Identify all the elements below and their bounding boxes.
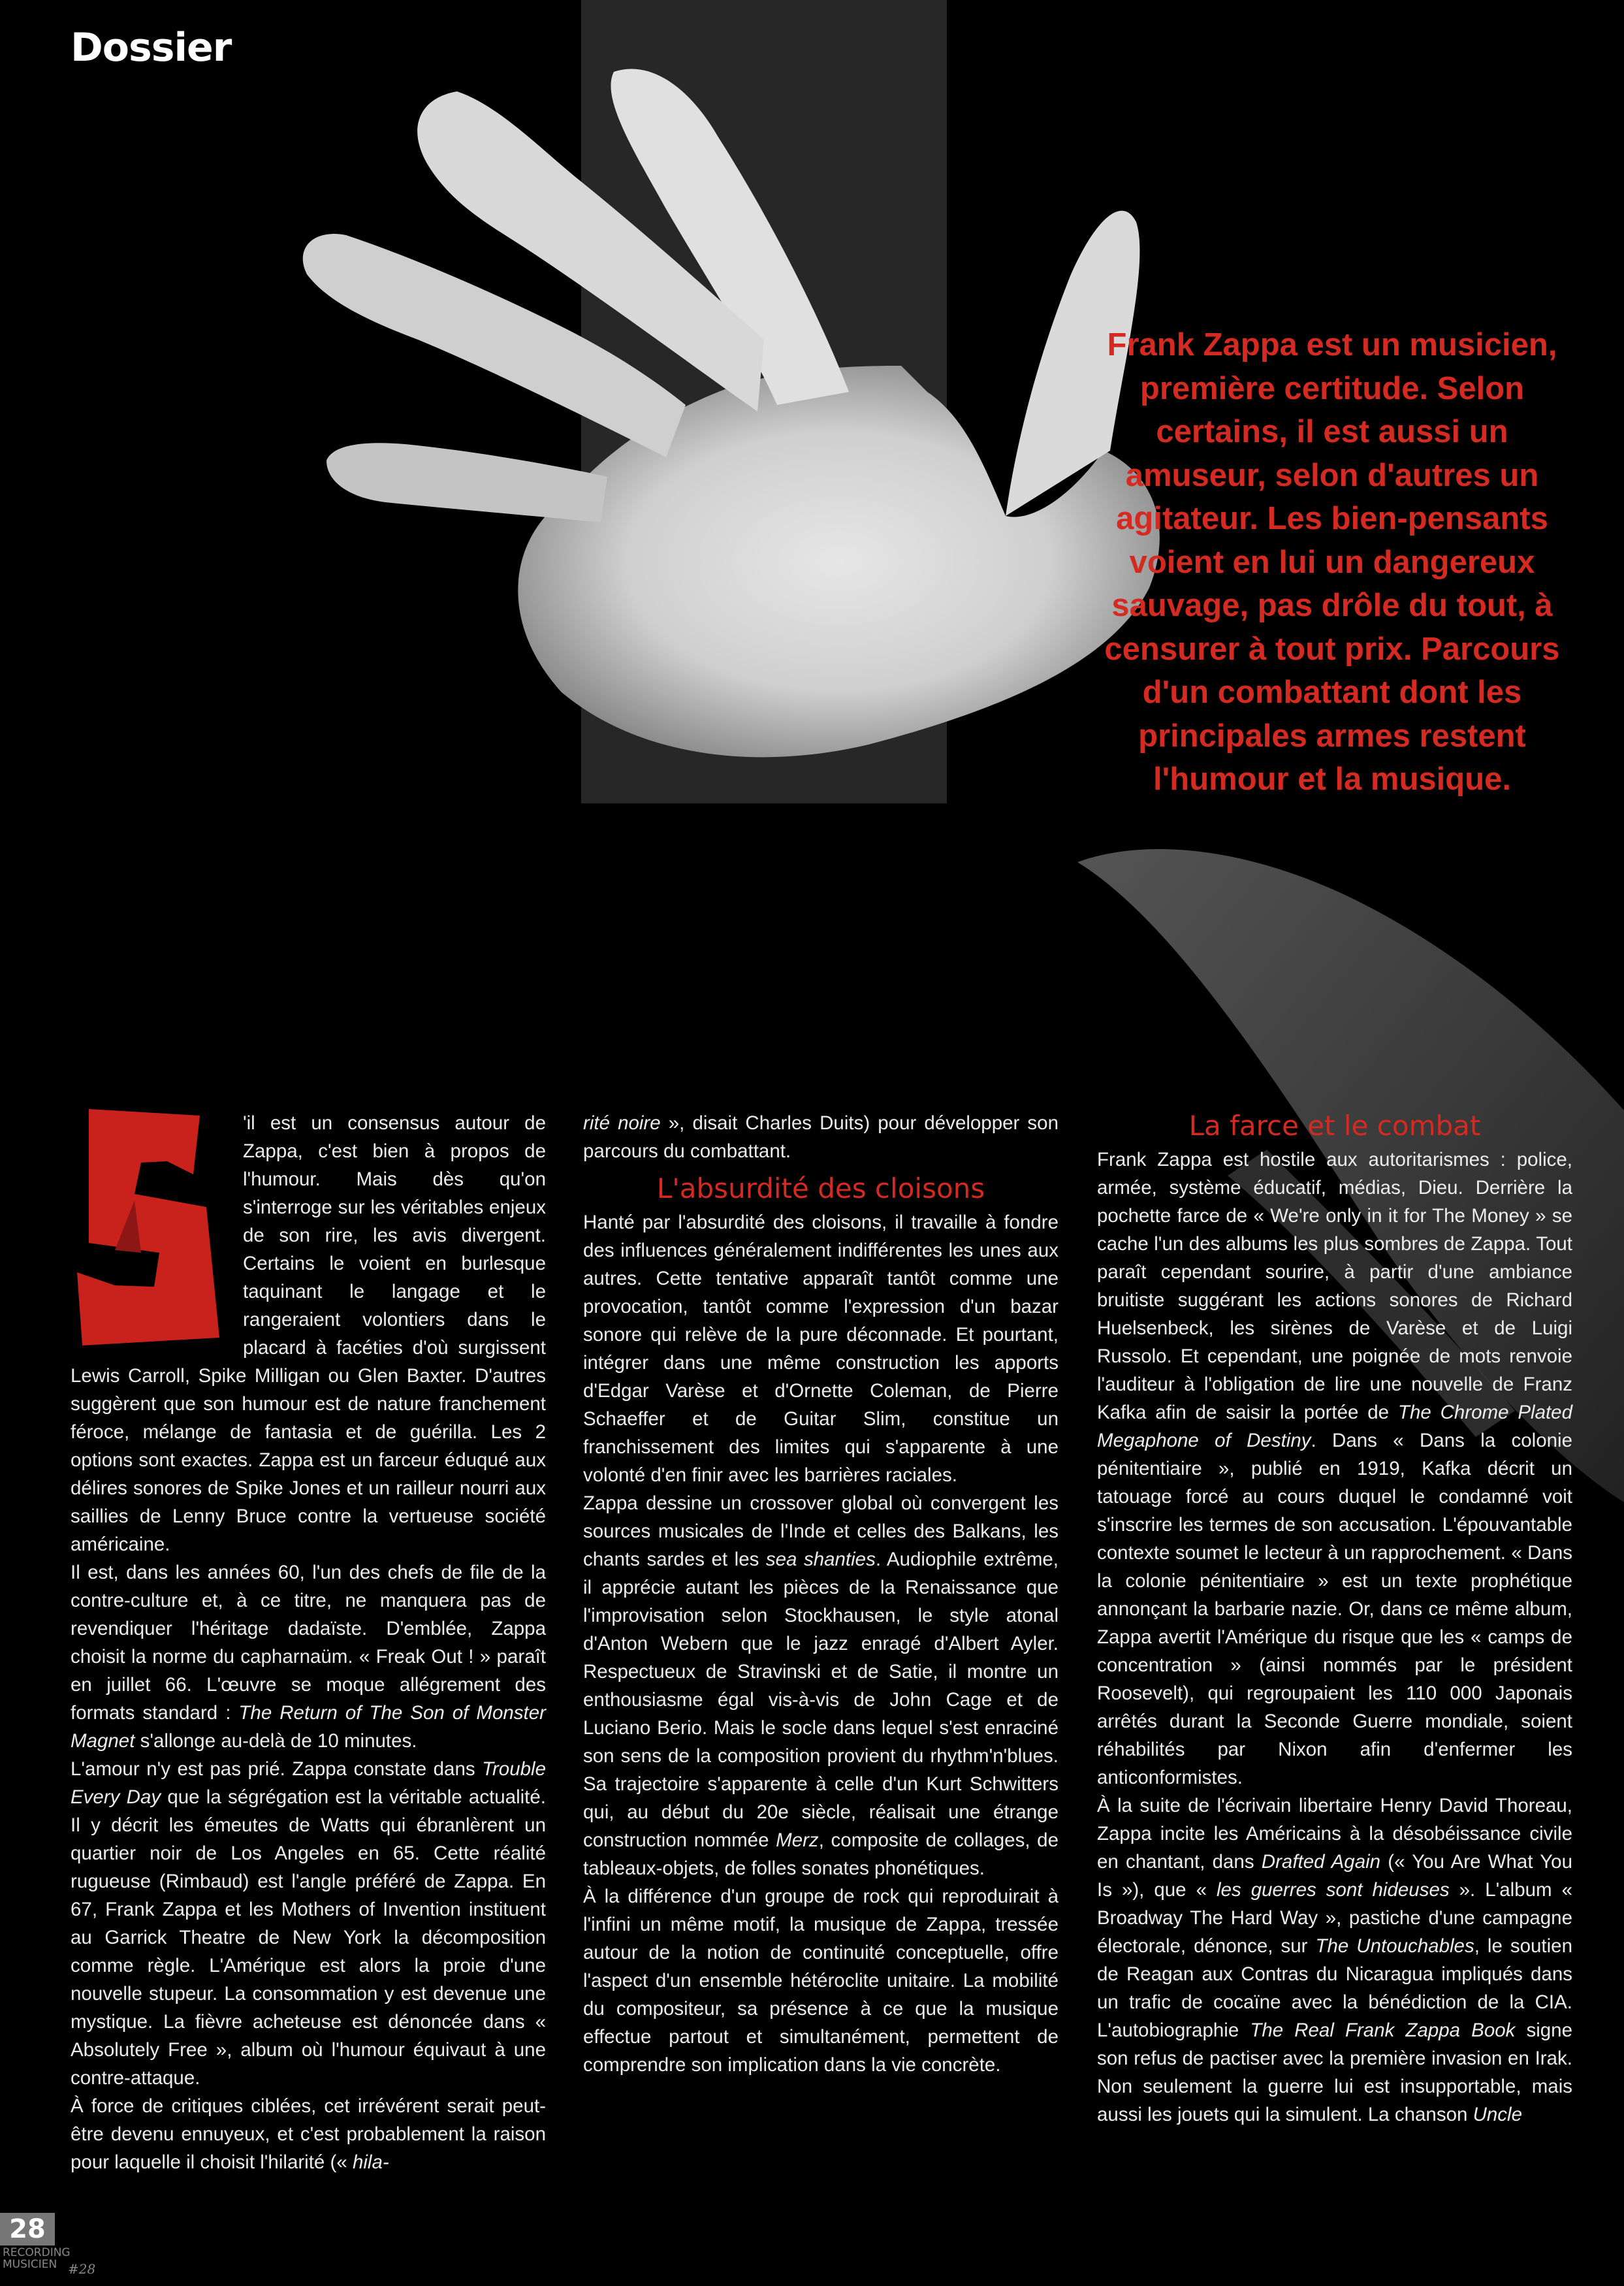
drop-cap-s <box>69 1103 226 1351</box>
article-column-2 <box>583 1109 1059 2079</box>
magazine-name <box>3 2247 71 2270</box>
section-rubric: Dossier <box>71 25 232 71</box>
paragraph: Hanté par l'absurdité des cloisons, il travaille à fondre des influences généralement indifférentes les unes aux autres. Cette tentative apparaît tantôt comme une provocation, tantôt comme l'expression d'un bazar sonore qui relève de la pure déconnade. Et pourtant, intégrer dans une même construction les apports d'Edgar Varèse et d'Ornette Coleman, de Pierre Schaeffer et de Guitar Slim, constitue un franchissement des limites qui s'apparente à une volonté d'en finir avec les barrières raciales. <box>583 1212 1059 1486</box>
page-number: 28 <box>0 2213 55 2246</box>
paragraph: Il est, dans les années 60, l'un des chefs de file de la contre-culture et, à ce titre, ne manquera pas de revendiquer l'héritage dadaïste. D'emblée, Zappa choisit la norme du capharnaüm. « Freak Out ! » paraît en juillet 66. L'œuvre se moque allégrement des formats standard : The Return of The Son of Monster Magnet s'allonge au-delà de 10 minutes. <box>71 1562 546 1752</box>
article-column-1 <box>71 1109 546 2176</box>
paragraph: Zappa dessine un crossover global où convergent les sources musicales de l'Inde et celles des Balkans, les chants sardes et les sea shanties. Audiophile extrême, il apprécie autant les pièces de la Renaissance que l'improvisation selon Stockhausen, le style atonal d'Anton Webern que le jazz enragé d'Albert Ayler. Respectueux de Stravinski et de Satie, il montre un enthousiasme égal vis-à-vis de John Cage et de Luciano Berio. Mais le socle dans lequel s'est enraciné son sens de la composition provient du rhythm'n'blues. Sa trajectoire s'apparente à celle d'un Kurt Schwitters qui, au début du 20e siècle, réalisait une étrange construction nommée Merz, composite de collages, de tableaux-objets, de folles sonates phonétiques. <box>583 1492 1059 1879</box>
paragraph: 'il est un consensus autour de Zappa, c'est bien à propos de l'humour. Mais dès qu'on s'interroge sur les véritables enjeux de son rire, les avis divergent. Certains le voient en burlesque taquinant le langage et le rangeraient volontiers dans le placard à facéties d'où surgissent Lewis Carroll, Spike Milligan ou Glen Baxter. D'autres suggèrent que son humour est de nature franchement féroce, mélange de fantasia et de guérilla. Les 2 options sont exactes. Zappa est un farceur éduqué aux délires sonores de Spike Jones et un railleur nourri aux saillies de Lenny Bruce contre la vertueuse société américaine. <box>71 1112 546 1555</box>
magazine-name-line1: RECORDING <box>3 2246 71 2259</box>
subheading: La farce et le combat <box>1188 1110 1481 1142</box>
paragraph: À force de critiques ciblées, cet irrévérent serait peut-être devenu ennuyeux, et c'est probablement la raison pour laquelle il choisit l'hilarité (« hila- <box>71 2095 546 2173</box>
issue-number: #28 <box>68 2261 96 2277</box>
magazine-name-line2: MUSICIEN <box>3 2258 57 2271</box>
paragraph: L'amour n'y est pas prié. Zappa constate dans Trouble Every Day que la ségrégation est la véritable actualité. Il y décrit les émeutes de Watts qui ébranlèrent un quartier noir de Los Angeles en 65. Cette réalité rugueuse (Rimbaud) est l'angle préféré de Zappa. En 67, Frank Zappa et les Mothers of Invention instituent au Garrick Theatre de New York la décomposition comme règle. L'Amérique est alors la proie d'une nouvelle stupeur. La consommation y est devenue une mystique. La fièvre acheteuse est dénoncée dans « Absolutely Free », album où l'humour équivaut à une contre-attaque. <box>71 1758 546 2089</box>
paragraph: Frank Zappa est hostile aux autoritarismes : police, armée, système éducatif, médias, Dieu. Derrière la pochette farce de « We're only in it for The Money » se cache l'un des albums les plus sombres de Zappa. Tout paraît cependant sourire, à partir d'une ambiance bruitiste suggérant les actions sonores de Richard Huelsenbeck, les sirènes de Varèse et de Luigi Russolo. Et cependant, une poignée de mots renvoie l'auditeur à l'obligation de lire une nouvelle de Franz Kafka afin de saisir la portée de The Chrome Plated Megaphone of Destiny. Dans « Dans la colonie pénitentiaire », publié en 1919, Kafka décrit un tatouage forcé au cours duquel le condamné voit s'inscrire les termes de son accusation. L'épouvantable contexte soumet le lecteur à un rapprochement. « Dans la colonie pénitentiaire » est un texte prophétique annonçant la barbarie nazie. Or, dans ce même album, Zappa avertit l'Amérique du risque que les « camps de concentration » (ainsi nommés par le président Roosevelt), qui regroupaient les 110 000 Japonais arrêtés durant la Seconde Guerre mondiale, soient réhabilités par Nixon afin d'enfermer les anticonformistes. <box>1097 1149 1573 1788</box>
paragraph: À la suite de l'écrivain libertaire Henry David Thoreau, Zappa incite les Américains à la désobéissance civile en chantant, dans Drafted Again (« You Are What You Is »), que « les guerres sont hideuses ». L'album « Broadway The Hard Way », pastiche d'une campagne électorale, dénonce, sur The Untouchables, le soutien de Reagan aux Contras du Nicaragua impliqués dans un trafic de cocaïne avec la bénédiction de la CIA. L'autobiographie The Real Frank Zappa Book signe son refus de pactiser avec la première invasion en Irak. Non seulement la guerre lui est insupportable, mais aussi les jouets qui la simulent. La chanson Uncle <box>1097 1795 1573 2125</box>
intro-standfirst: Frank Zappa est un musicien, première certitude. Selon certains, il est aussi un amuseur, selon d'autres un agitateur. Les bien-pensants voient en lui un dangereux sauvage, pas drôle du tout, à censurer à tout prix. Parcours d'un combattant dont les principales armes restent l'humour et la musique. <box>1104 327 1560 797</box>
article-column-3 <box>1097 1109 1572 2129</box>
paragraph: rité noire », disait Charles Duits) pour développer son parcours du combattant. <box>583 1112 1059 1162</box>
paragraph: À la différence d'un groupe de rock qui reproduirait à l'infini un même motif, la musique de Zappa, tressée autour de la notion de continuité conceptuelle, offre l'aspect d'un ensemble hétéroclite unitaire. La mobilité du compositeur, sa présence à ce que la musique effectue partout et simultanément, permettent de comprendre son implication dans la vie concrète. <box>583 1886 1059 2076</box>
subheading: L'absurdité des cloisons <box>656 1172 985 1204</box>
